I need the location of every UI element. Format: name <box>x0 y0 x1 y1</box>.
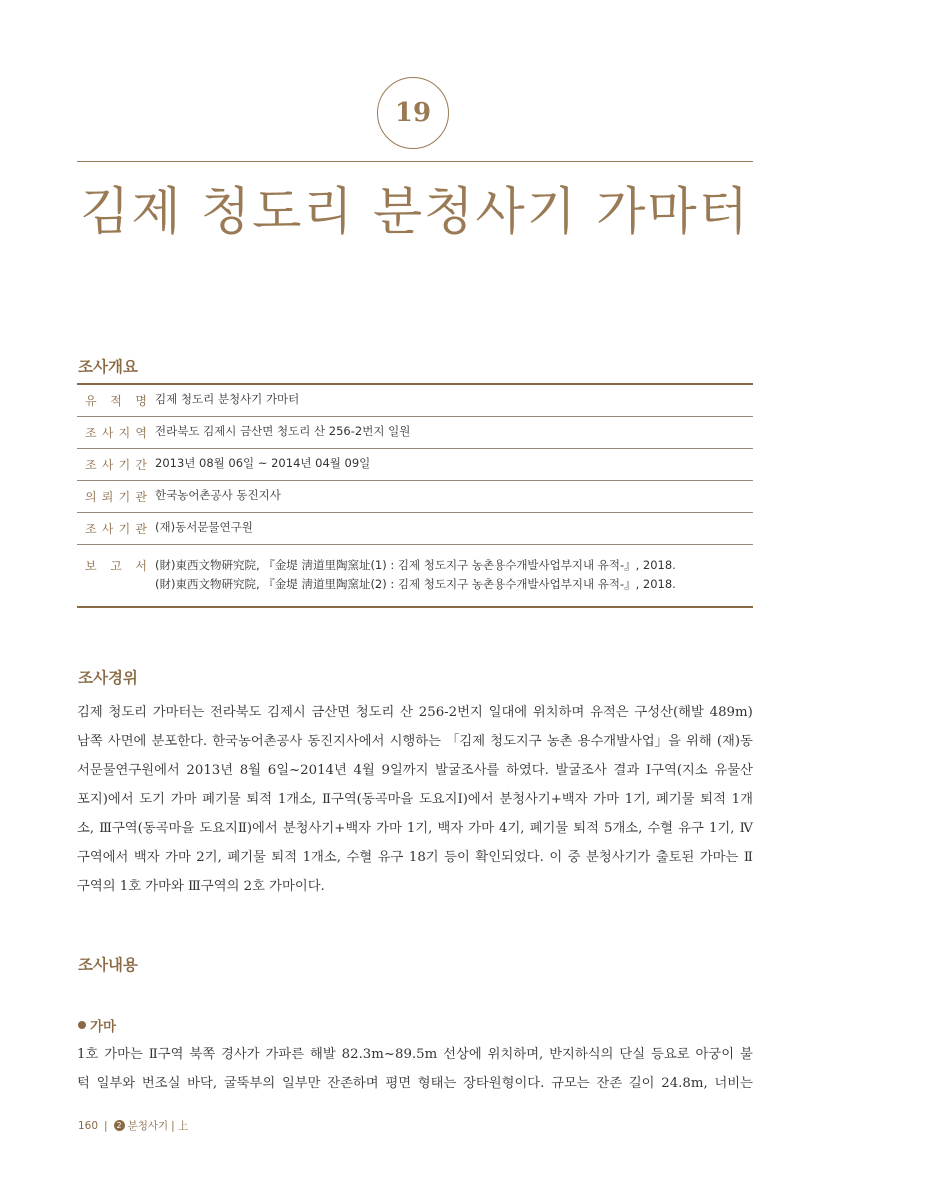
paragraph-line: 턱 일부와 번조실 바닥, 굴뚝부의 일부만 잔존하며 평면 형태는 장타원형이다. 규모는 잔존 길이 24.8m, 너비는 <box>77 1076 753 1091</box>
value-line: 2013년 08월 06일 ~ 2014년 04월 09일 <box>155 456 371 470</box>
background-heading: 조사경위 <box>78 669 138 687</box>
label-char: 뢰 <box>101 490 114 504</box>
paragraph-line: 남쪽 사면에 분포한다. 한국농어촌공사 동진지사에서 시행하는 「김제 청도지구 농촌 용수개발사업」을 위해 (재)동 <box>77 734 753 749</box>
background-paragraph <box>77 698 753 901</box>
content-paragraph <box>77 1040 753 1098</box>
overview-table <box>77 383 753 608</box>
value-line: 한국농어촌공사 동진지사 <box>155 488 281 502</box>
label-char: 고 <box>110 559 122 573</box>
page-footer <box>78 1118 188 1133</box>
paragraph-line: 김제 청도리 가마터는 전라북도 김제시 금산면 청도리 산 256-2번지 일대에 위치하며 유적은 구성산(해발 489m) <box>77 705 753 720</box>
label-char: 기 <box>118 458 131 472</box>
book-title: 분청사기 <box>127 1120 169 1132</box>
footer-separator: | <box>104 1119 108 1132</box>
value-line: (재)동서문물연구원 <box>155 520 253 534</box>
overview-row-label <box>85 520 147 537</box>
label-char: 관 <box>135 522 147 536</box>
label-char: 조 <box>85 522 97 536</box>
footer-separator: | <box>171 1119 175 1132</box>
overview-row-value <box>155 487 281 506</box>
label-char: 관 <box>135 490 147 504</box>
label-char: 명 <box>135 394 147 408</box>
volume-label: 上 <box>177 1120 189 1132</box>
paragraph-line: 포지)에서 도기 가마 폐기물 퇴적 1개소, Ⅱ구역(동곡마을 도요지Ⅰ)에서 분청사기+백자 가마 1기, 폐기물 퇴적 1개 <box>77 792 753 807</box>
label-char: 의 <box>85 490 97 504</box>
overview-row <box>77 481 753 513</box>
label-char: 지 <box>118 426 131 440</box>
chapter-number: 19 <box>394 98 432 128</box>
label-char: 서 <box>135 559 147 573</box>
overview-heading: 조사개요 <box>78 358 138 376</box>
overview-row-label <box>85 424 147 441</box>
bullet-icon <box>78 1021 86 1029</box>
value-line: 전라북도 김제시 금산면 청도리 산 256-2번지 일원 <box>155 424 411 438</box>
overview-row-value <box>155 455 370 474</box>
paragraph-line: 1호 가마는 Ⅱ구역 북쪽 경사가 가파른 해발 82.3m~89.5m 선상에 위치하며, 반지하식의 단실 등요로 아궁이 불 <box>77 1047 753 1062</box>
paragraph-line: 구역에서 백자 가마 2기, 폐기물 퇴적 1개소, 수혈 유구 18기 등이 확인되었다. 이 중 분청사기가 출토된 가마는 Ⅱ <box>77 850 753 865</box>
label-char: 기 <box>118 490 131 504</box>
page-title: 김제 청도리 분청사기 가마터 <box>80 183 750 242</box>
overview-row-label <box>85 392 147 409</box>
label-char: 적 <box>110 394 122 408</box>
overview-row-value <box>155 557 676 595</box>
title-divider <box>77 161 753 162</box>
overview-row <box>77 545 753 606</box>
content-heading: 조사내용 <box>78 956 138 974</box>
label-char: 조 <box>85 458 97 472</box>
label-char: 보 <box>85 559 97 573</box>
overview-row-value <box>155 519 253 538</box>
paragraph-line: 구역의 1호 가마와 Ⅲ구역의 2호 가마이다. <box>77 879 325 894</box>
overview-row-label <box>85 557 147 574</box>
chapter-number-badge <box>377 77 449 149</box>
label-char: 조 <box>85 426 97 440</box>
kiln-subheading <box>78 1015 116 1035</box>
volume-badge-icon: 2 <box>114 1120 125 1131</box>
label-char: 사 <box>101 426 114 440</box>
value-line: 김제 청도리 분청사기 가마터 <box>155 392 300 406</box>
paragraph-line: 소, Ⅲ구역(동곡마을 도요지Ⅱ)에서 분청사기+백자 가마 1기, 백자 가마 4기, 폐기물 퇴적 5개소, 수혈 유구 1기, Ⅳ <box>77 821 753 836</box>
value-line: (財)東西文物硏究院, 『金堤 淸道里陶窯址(1) : 김제 청도지구 농촌용수개발사업부지내 유적-』, 2018. <box>155 558 676 572</box>
label-char: 사 <box>101 522 114 536</box>
overview-row-label <box>85 488 147 505</box>
overview-row <box>77 417 753 449</box>
label-char: 사 <box>101 458 114 472</box>
label-char: 역 <box>135 426 147 440</box>
label-char: 간 <box>135 458 147 472</box>
overview-row-value <box>155 391 299 410</box>
overview-row <box>77 385 753 417</box>
overview-row-value <box>155 423 410 442</box>
overview-row-label <box>85 456 147 473</box>
label-char: 유 <box>85 394 97 408</box>
overview-row <box>77 449 753 481</box>
kiln-subheading-label: 가마 <box>90 1019 117 1035</box>
page-number: 160 <box>78 1119 99 1132</box>
paragraph-line: 서문물연구원에서 2013년 8월 6일~2014년 4월 9일까지 발굴조사를 하였다. 발굴조사 결과 Ⅰ구역(지소 유물산 <box>77 763 753 778</box>
value-line: (財)東西文物硏究院, 『金堤 淸道里陶窯址(2) : 김제 청도지구 농촌용수개발사업부지내 유적-』, 2018. <box>155 577 676 591</box>
label-char: 기 <box>118 522 131 536</box>
overview-row <box>77 513 753 545</box>
